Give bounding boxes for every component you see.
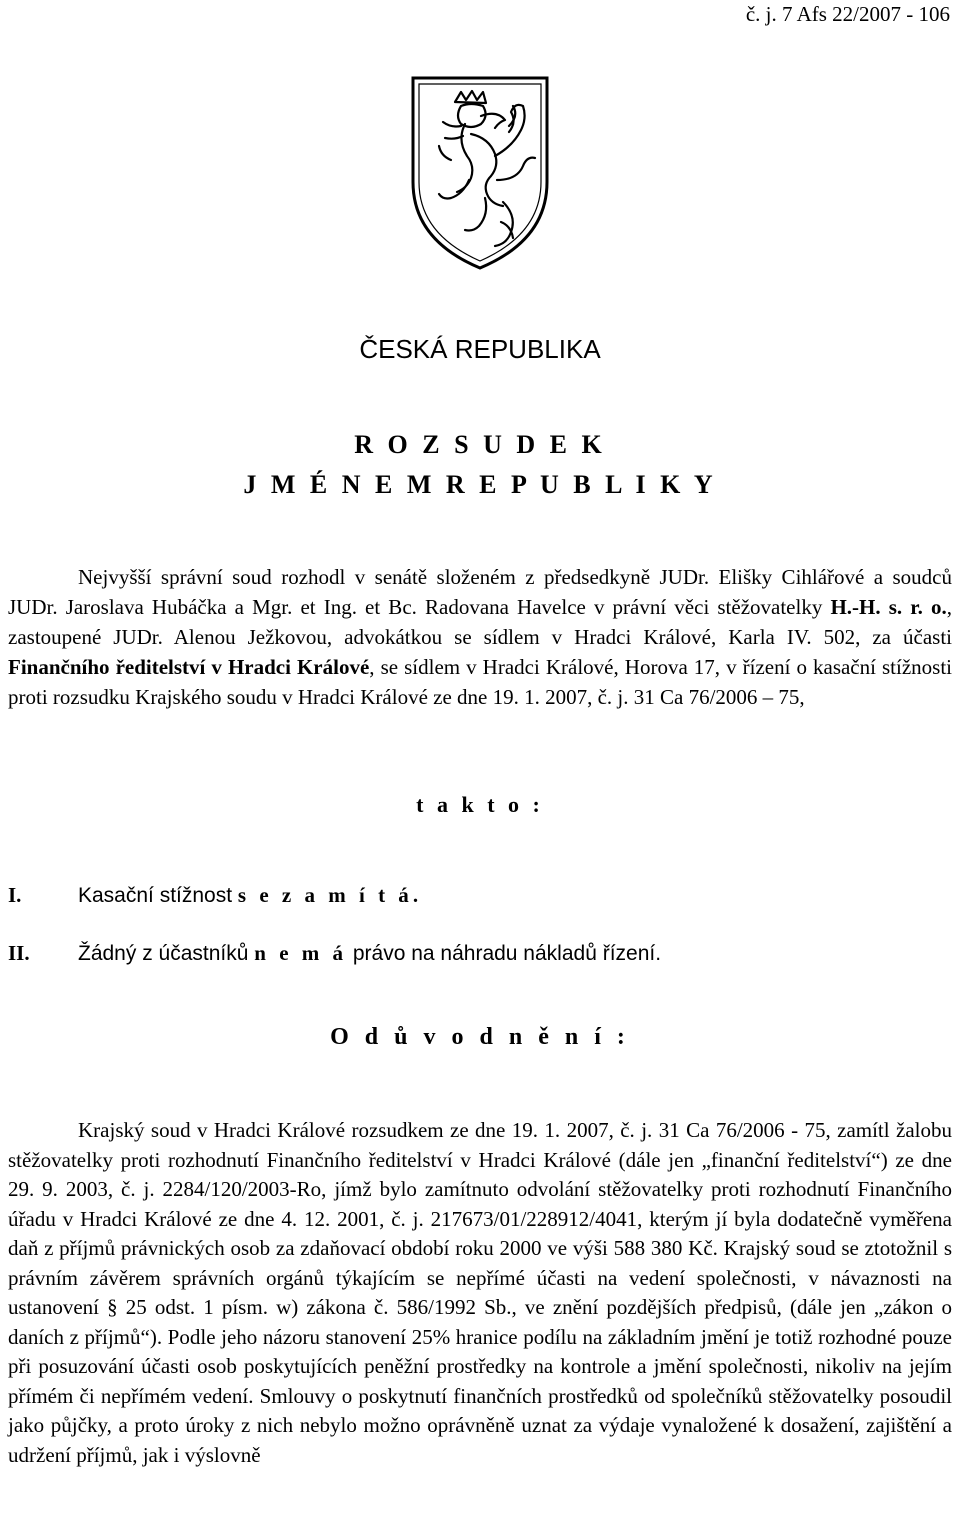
decision-item-2 [8,938,952,969]
decision-item-1 [8,880,952,911]
intro-text-1: Nejvyšší správní soud rozhodl v senátě složeném z předsedkyně JUDr. Elišky Cihlářové a soudců JUDr. Jaroslava Hubáčka a Mgr. et Ing. et Bc. Radovana Havelce v právní věci stěžovatelky [8,565,952,619]
reasons-paragraph [8,1116,952,1470]
verdict-title-line2: J M É N E M R E P U B L I K Y [243,470,717,499]
verdict-title [0,425,960,505]
party-complainant: H.-H. s. r. o. [830,595,947,619]
decision-verb: n e m á [254,941,348,965]
intro-text-3: , se sídlem v Hradci Králové, Horova 17, v řízení o kasační stížnosti proti rozsudku Krajského soudu v Hradci Králové ze dne 19. 1. 2007, č. j. 31 Ca 76/2006 – 75, [8,655,953,709]
country-heading: ČESKÁ REPUBLIKA [359,334,601,364]
decision-end: právo na náhradu nákladů řízení. [347,942,662,965]
reasons-heading: O d ů v o d n ě n í : [330,1024,630,1050]
decision-number: II. [8,941,30,965]
intro-paragraph [8,562,952,712]
decision-verb: s e z a m í t á [237,883,413,907]
party-respondent: Finančního ředitelství v Hradci Králové [8,655,370,679]
decision-end: . [412,883,423,907]
takto-heading: t a k t o : [416,792,544,817]
decision-text: Kasační stížnost [78,884,238,907]
state-emblem-icon [405,72,555,272]
reasons-text: Krajský soud v Hradci Králové rozsudkem ze dne 19. 1. 2007, č. j. 31 Ca 76/2006 - 75, zamítl žalobu stěžovatelky proti rozhodnutí Finančního ředitelství v Hradci Králové (dále jen „finanční ředitelství“) ze dne 29. 9. 2003, č. j. 2284/120/2003-Ro, jímž bylo zamítnuto odvolání stěžovatelky proti rozhodnutí Finančního úřadu v Hradci Králové ze dne 4. 12. 2001, č. j. 217673/01/228912/4041, kterým jí byla dodatečně vyměřena daň z příjmů právnických osob za zdaňovací období roku 2000 ve výši 588 380 Kč. Krajský soud se ztotožnil s právním závěrem správních orgánů týkajícím se nepřímé účasti na vedení společnosti, v návaznosti na ustanovení § 25 odst. 1 písm. w) zákona č. 586/1992 Sb., ve znění pozdějších předpisů, (dále jen „zákon o daních z příjmů“). Podle jeho názoru stanovení 25% hranice podílu na základním jmění je totiž rozhodné pouze při posuzování účasti osob poskytujících peněžní prostředky na kontrole a jmění společnosti, nikoliv na jejím přímém či nepřímém vedení. Smlouvy o poskytnutí finančních prostředků od společníků stěžovatelky posoudil jako půjčky, a proto úroky z nich nebylo možno oprávněně uznat za výdaje vynaložené k dosažení, zajištění a udržení příjmů, jak i výslovně [8,1118,952,1467]
intro-text-2: , zastoupené JUDr. Alenou Ježkovou, advokátkou se sídlem v Hradci Králové, Karla IV. 502, za účasti [8,595,952,649]
decision-number: I. [8,883,22,907]
verdict-title-line1: R O Z S U D E K [354,430,606,459]
case-number: č. j. 7 Afs 22/2007 - 106 [745,2,950,26]
decision-text: Žádný z účastníků [78,942,255,965]
